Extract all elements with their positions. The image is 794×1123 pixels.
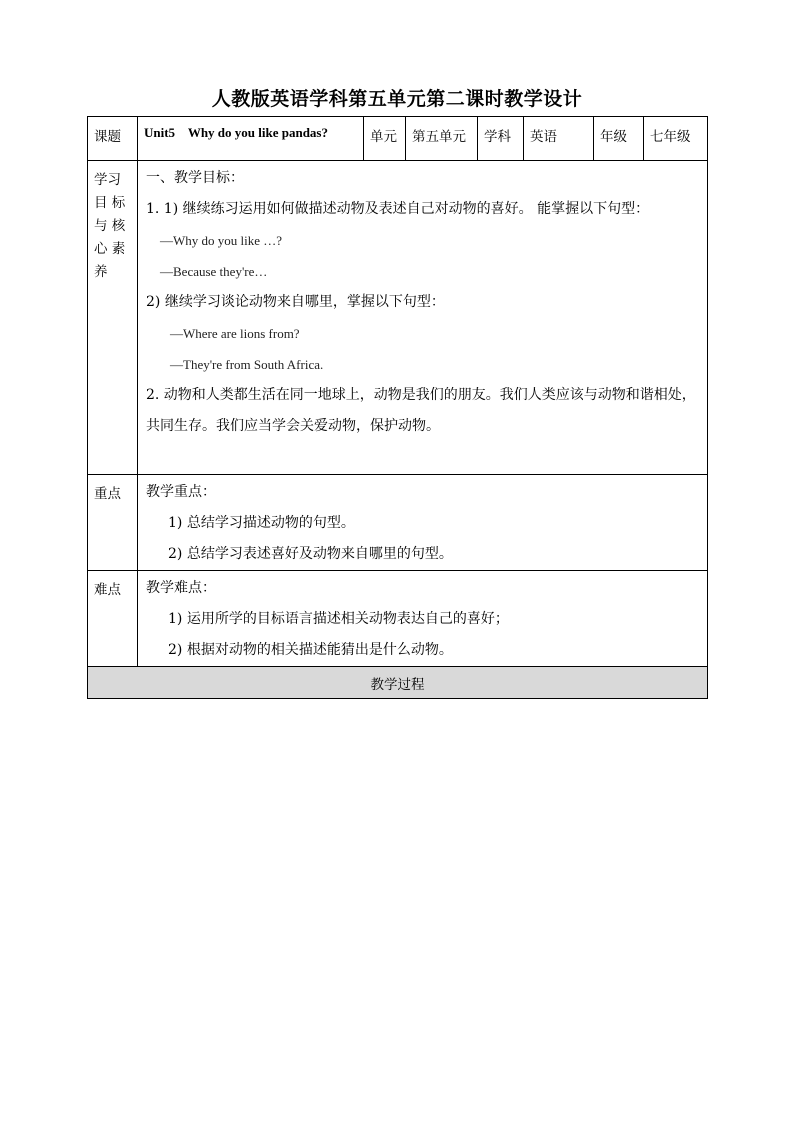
process-label: 教学过程 xyxy=(88,667,708,699)
subject-value: 英语 xyxy=(524,117,594,161)
key-point-item: 2) 总结学习表述喜好及动物来自哪里的句型。 xyxy=(168,546,453,562)
goals-row xyxy=(88,161,708,475)
process-row xyxy=(88,667,708,699)
difficulty-item: 2) 根据对动物的相关描述能猜出是什么动物。 xyxy=(168,642,453,658)
key-points-content xyxy=(138,475,708,571)
goal-1-2-pattern-q: —Where are lions from? xyxy=(170,326,300,341)
difficulties-content xyxy=(138,571,708,667)
goal-2: 2. 动物和人类都生活在同一地球上，动物是我们的朋友。我们人类应该与动物和谐相处，共同生存。我们应当学会关爱动物，保护动物。 xyxy=(146,387,696,434)
topic-value: Unit5 Why do you like pandas? xyxy=(138,117,364,161)
key-points-label: 重点 xyxy=(88,475,138,571)
header-row xyxy=(88,117,708,161)
difficulties-row xyxy=(88,571,708,667)
topic-label: 课题 xyxy=(88,117,138,161)
grade-label: 年级 xyxy=(594,117,644,161)
key-point-item: 1) 总结学习描述动物的句型。 xyxy=(168,515,355,531)
subject-label: 学科 xyxy=(478,117,524,161)
unit-value: 第五单元 xyxy=(406,117,478,161)
difficulties-label: 难点 xyxy=(88,571,138,667)
goals-heading: 一、教学目标： xyxy=(146,170,244,186)
difficulty-item: 1) 运用所学的目标语言描述相关动物表达自己的喜好； xyxy=(168,611,509,627)
unit-label: 单元 xyxy=(364,117,406,161)
document-title: 人教版英语学科第五单元第二课时教学设计 xyxy=(211,88,583,110)
goal-1-2: 2) 继续学习谈论动物来自哪里，掌握以下句型： xyxy=(146,294,445,310)
grade-value: 七年级 xyxy=(644,117,708,161)
goals-label: 学习 目 标 与 核 心 素 养 xyxy=(88,161,138,475)
goal-1-2-pattern-a: —They're from South Africa. xyxy=(170,357,324,372)
goal-1-1: 1. 1) 继续练习运用如何做描述动物及表述自己对动物的喜好。 能掌握以下句型： xyxy=(146,201,650,217)
key-points-row xyxy=(88,475,708,571)
goal-1-pattern-q: —Why do you like …? xyxy=(160,233,283,248)
key-points-heading: 教学重点： xyxy=(146,484,216,500)
difficulties-heading: 教学难点： xyxy=(146,580,216,596)
lesson-plan-table xyxy=(87,116,708,699)
goals-content xyxy=(138,161,708,475)
goal-1-pattern-a: —Because they're… xyxy=(160,264,268,279)
